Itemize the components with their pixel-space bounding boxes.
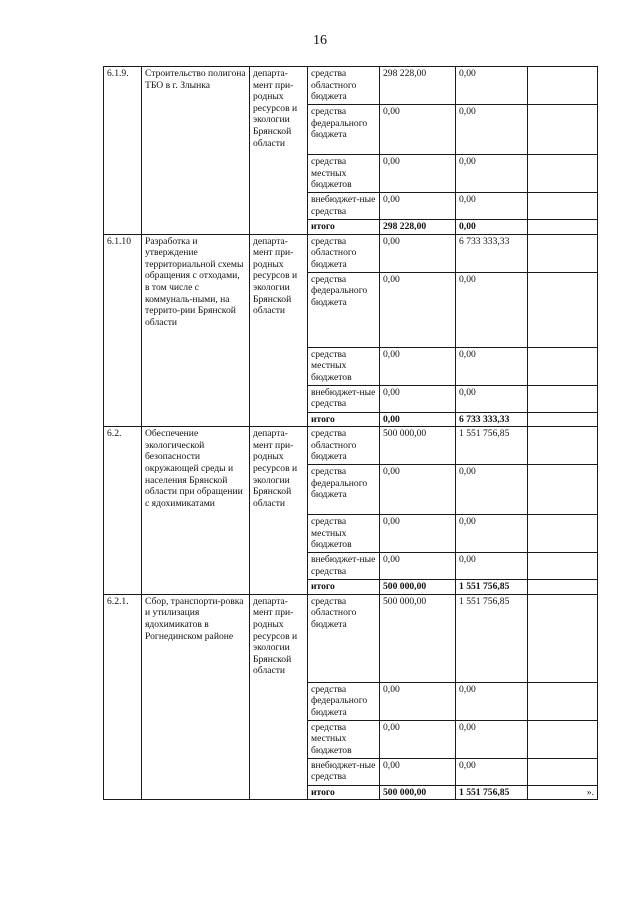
amount-col-2: 0,00	[456, 465, 528, 515]
amount-col-2: 0,00	[456, 515, 528, 553]
amount-col-1: 500 000,00	[380, 580, 456, 595]
funding-source: средства областного бюджета	[308, 427, 380, 465]
item-name: Строительство полигона ТБО в г. Злынка	[142, 67, 250, 235]
amount-col-1: 0,00	[380, 465, 456, 515]
funding-source: итого	[308, 412, 380, 427]
empty-cell	[528, 758, 598, 785]
funding-source: средства федерального бюджета	[308, 272, 380, 347]
empty-cell	[528, 155, 598, 193]
empty-cell	[528, 220, 598, 235]
amount-col-2: 0,00	[456, 682, 528, 720]
amount-col-1: 0,00	[380, 385, 456, 412]
funding-source: средства местных бюджетов	[308, 720, 380, 758]
item-executor: департа-мент при-родных ресурсов и экологии Брянской области	[250, 594, 308, 800]
amount-col-2: 1 551 756,85	[456, 427, 528, 465]
funding-source: средства местных бюджетов	[308, 347, 380, 385]
empty-cell	[528, 193, 598, 220]
amount-col-1: 0,00	[380, 155, 456, 193]
amount-col-1: 0,00	[380, 682, 456, 720]
funding-source: итого	[308, 580, 380, 595]
amount-col-2: 0,00	[456, 67, 528, 105]
amount-col-2: 0,00	[456, 758, 528, 785]
empty-cell	[528, 67, 598, 105]
funding-source: итого	[308, 785, 380, 800]
funding-source: средства областного бюджета	[308, 234, 380, 272]
funding-source: внебюджет-ные средства	[308, 758, 380, 785]
amount-col-2: 0,00	[456, 720, 528, 758]
amount-col-1: 0,00	[380, 193, 456, 220]
item-executor: департа-мент при-родных ресурсов и экологии Брянской области	[250, 427, 308, 595]
amount-col-1: 0,00	[380, 234, 456, 272]
empty-cell	[528, 682, 598, 720]
funding-source: средства федерального бюджета	[308, 682, 380, 720]
funding-source: средства федерального бюджета	[308, 105, 380, 155]
amount-col-1: 0,00	[380, 105, 456, 155]
empty-cell	[528, 347, 598, 385]
empty-cell	[528, 427, 598, 465]
empty-cell	[528, 594, 598, 682]
table-row	[104, 234, 598, 272]
amount-col-1: 0,00	[380, 412, 456, 427]
item-name: Сбор, транспорти-ровка и утилизация ядохимикатов в Рогнединском районе	[142, 594, 250, 800]
item-name: Обеспечение экологической безопасности окружающей среды и населения Брянской области при обращении с ядохимикатами	[142, 427, 250, 595]
empty-cell	[528, 465, 598, 515]
amount-col-1: 0,00	[380, 758, 456, 785]
amount-col-1: 298 228,00	[380, 67, 456, 105]
amount-col-2: 0,00	[456, 272, 528, 347]
amount-col-1: 0,00	[380, 720, 456, 758]
table-row	[104, 427, 598, 465]
page-number: 16	[313, 33, 327, 48]
amount-col-2: 0,00	[456, 553, 528, 580]
amount-col-1: 0,00	[380, 515, 456, 553]
amount-col-2: 0,00	[456, 347, 528, 385]
table-row	[104, 67, 598, 105]
empty-cell	[528, 385, 598, 412]
amount-col-2: 0,00	[456, 155, 528, 193]
item-number: 6.1.9.	[104, 67, 142, 235]
amount-col-1: 298 228,00	[380, 220, 456, 235]
empty-cell	[528, 412, 598, 427]
empty-cell	[528, 105, 598, 155]
amount-col-2: 0,00	[456, 105, 528, 155]
item-executor: департа-мент при-родных ресурсов и экологии Брянской области	[250, 234, 308, 427]
funding-source: средства федерального бюджета	[308, 465, 380, 515]
amount-col-1: 0,00	[380, 347, 456, 385]
amount-col-2: 1 551 756,85	[456, 594, 528, 682]
empty-cell: ».	[528, 785, 598, 800]
item-name: Разработка и утверждение территориальной схемы обращения с отходами, в том числе с коммуналь-ными, на террито-рии Брянской области	[142, 234, 250, 427]
funding-source: внебюджет-ные средства	[308, 385, 380, 412]
funding-source: средства местных бюджетов	[308, 155, 380, 193]
empty-cell	[528, 272, 598, 347]
empty-cell	[528, 553, 598, 580]
amount-col-2: 1 551 756,85	[456, 785, 528, 800]
amount-col-2: 6 733 333,33	[456, 234, 528, 272]
funding-source: внебюджет-ные средства	[308, 193, 380, 220]
item-number: 6.2.1.	[104, 594, 142, 800]
item-number: 6.1.10	[104, 234, 142, 427]
amount-col-2: 0,00	[456, 193, 528, 220]
funding-source: внебюджет-ные средства	[308, 553, 380, 580]
table-row	[104, 594, 598, 682]
amount-col-2: 0,00	[456, 385, 528, 412]
empty-cell	[528, 720, 598, 758]
amount-col-1: 0,00	[380, 272, 456, 347]
item-executor: департа-мент при-родных ресурсов и экологии Брянской области	[250, 67, 308, 235]
funding-source: итого	[308, 220, 380, 235]
amount-col-2: 6 733 333,33	[456, 412, 528, 427]
amount-col-2: 0,00	[456, 220, 528, 235]
budget-table	[103, 66, 598, 800]
empty-cell	[528, 515, 598, 553]
amount-col-2: 1 551 756,85	[456, 580, 528, 595]
empty-cell	[528, 234, 598, 272]
amount-col-1: 0,00	[380, 553, 456, 580]
item-number: 6.2.	[104, 427, 142, 595]
funding-source: средства областного бюджета	[308, 594, 380, 682]
funding-source: средства местных бюджетов	[308, 515, 380, 553]
amount-col-1: 500 000,00	[380, 785, 456, 800]
amount-col-1: 500 000,00	[380, 594, 456, 682]
funding-source: средства областного бюджета	[308, 67, 380, 105]
amount-col-1: 500 000,00	[380, 427, 456, 465]
empty-cell	[528, 580, 598, 595]
